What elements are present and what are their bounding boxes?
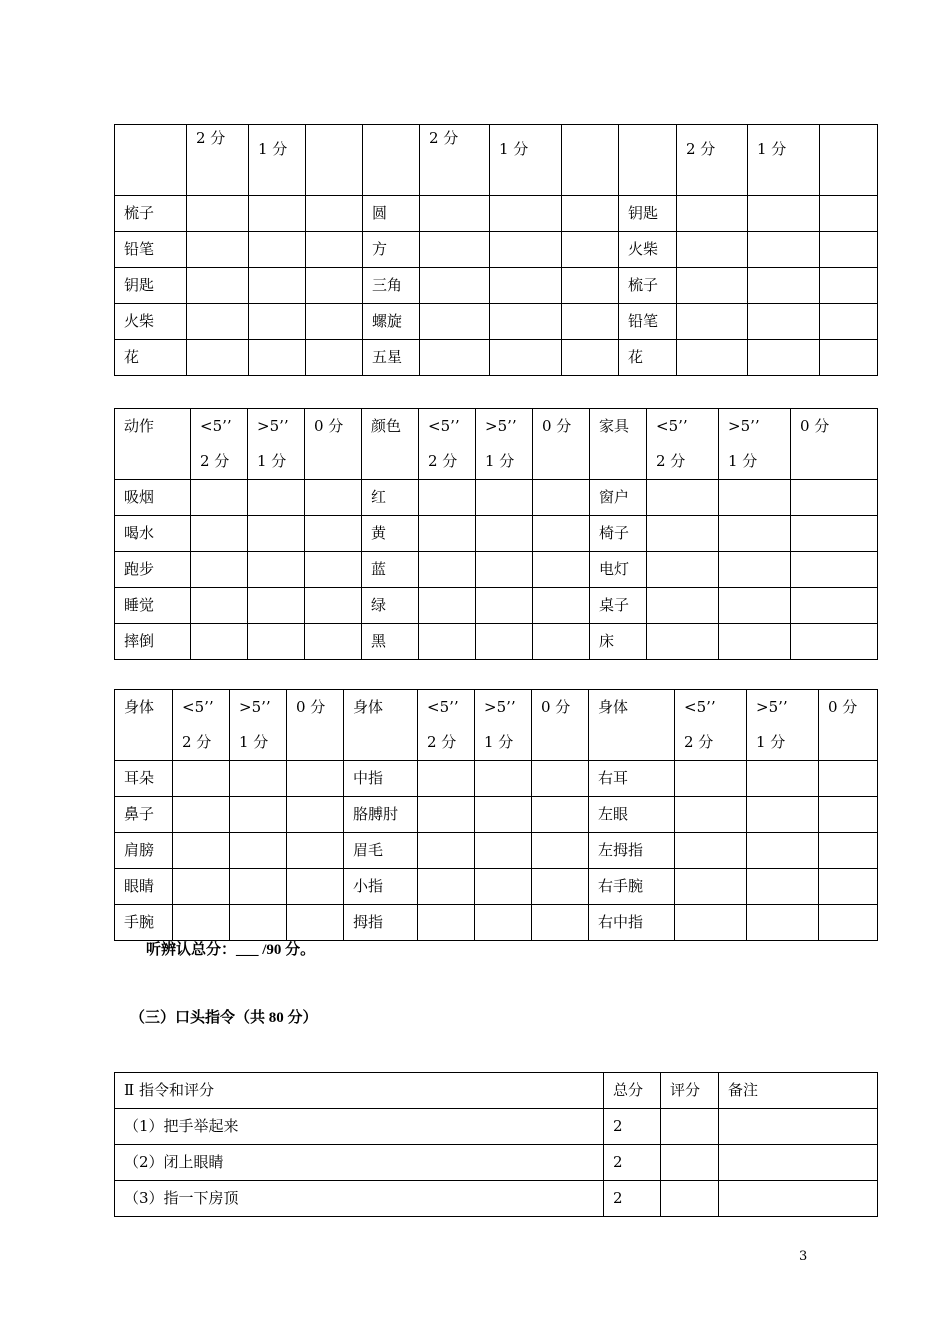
score-cell[interactable] (562, 196, 619, 232)
notes-cell[interactable] (719, 1145, 878, 1181)
item-cell: 肩膀 (115, 833, 173, 869)
slow-header: >5’’ 1 分 (719, 409, 791, 480)
score-cell[interactable] (187, 268, 249, 304)
score-cell[interactable] (532, 761, 589, 797)
total-score-cell: 2 (604, 1145, 661, 1181)
item-cell: 耳朵 (115, 761, 173, 797)
score-cell[interactable] (719, 516, 791, 552)
score-cell[interactable] (820, 268, 878, 304)
item-cell: 五星 (363, 340, 420, 376)
table-row (115, 797, 878, 833)
score-cell[interactable] (820, 304, 878, 340)
score-cell[interactable] (419, 480, 476, 516)
category-header: 身体 (344, 690, 418, 761)
header-cell: 1 分 (748, 125, 820, 196)
item-cell: 小指 (344, 869, 418, 905)
header-cell: 评分 (661, 1073, 719, 1109)
score-cell[interactable] (490, 268, 562, 304)
score-cell[interactable] (187, 232, 249, 268)
score-cell[interactable] (420, 232, 490, 268)
score-cell[interactable] (187, 196, 249, 232)
score-cell[interactable] (191, 552, 248, 588)
score-cell[interactable] (187, 304, 249, 340)
score-cell[interactable] (248, 552, 305, 588)
item-cell: 方 (363, 232, 420, 268)
score-cell[interactable] (675, 869, 747, 905)
score-cell[interactable] (719, 588, 791, 624)
table-row (115, 516, 878, 552)
score-cell[interactable] (476, 552, 533, 588)
score-cell[interactable] (677, 268, 748, 304)
fast-header: <5’’ 2 分 (191, 409, 248, 480)
header-cell: 2 分 (677, 125, 748, 196)
score-cell[interactable] (287, 833, 344, 869)
table-row (115, 1145, 878, 1181)
item-cell: 睡觉 (115, 588, 191, 624)
score-cell[interactable] (747, 833, 819, 869)
slow-header: >5’’ 1 分 (248, 409, 305, 480)
item-cell: 鼻子 (115, 797, 173, 833)
item-cell: 右耳 (589, 761, 675, 797)
slow-header: >5’’ 1 分 (476, 409, 533, 480)
recognition-table-objects-shapes (114, 124, 878, 376)
item-cell: 桌子 (590, 588, 647, 624)
score-cell[interactable] (533, 624, 590, 660)
item-cell: 黑 (362, 624, 419, 660)
score-cell[interactable] (305, 480, 362, 516)
score-cell[interactable] (249, 268, 306, 304)
table-row (115, 833, 878, 869)
item-cell: 花 (619, 340, 677, 376)
table-row (115, 761, 878, 797)
score-cell[interactable] (675, 761, 747, 797)
score-cell[interactable] (719, 552, 791, 588)
header-cell (363, 125, 420, 196)
score-cell[interactable] (562, 232, 619, 268)
score-cell[interactable] (791, 516, 878, 552)
header-cell (306, 125, 363, 196)
item-cell: 钥匙 (619, 196, 677, 232)
score-cell[interactable] (719, 624, 791, 660)
fast-header: <5’’ 2 分 (173, 690, 230, 761)
instruction-cell: （3）指一下房顶 (115, 1181, 604, 1217)
score-cell[interactable] (249, 196, 306, 232)
score-cell[interactable] (820, 232, 878, 268)
zero-header: 0 分 (819, 690, 878, 761)
item-cell: 电灯 (590, 552, 647, 588)
category-header: 动作 (115, 409, 191, 480)
score-blank[interactable]: ___ (236, 942, 259, 958)
table-header-row (115, 409, 878, 480)
score-cell[interactable] (420, 196, 490, 232)
score-cell[interactable] (533, 516, 590, 552)
score-cell[interactable] (248, 588, 305, 624)
slow-header: >5’’ 1 分 (475, 690, 532, 761)
item-cell: 跑步 (115, 552, 191, 588)
score-cell[interactable] (748, 304, 820, 340)
item-cell: 黄 (362, 516, 419, 552)
header-cell: 1 分 (249, 125, 306, 196)
item-cell: 钥匙 (115, 268, 187, 304)
instruction-cell: （1）把手举起来 (115, 1109, 604, 1145)
item-cell: 摔倒 (115, 624, 191, 660)
score-cell[interactable] (187, 340, 249, 376)
score-cell[interactable] (490, 304, 562, 340)
score-cell[interactable] (287, 761, 344, 797)
table-row (115, 196, 878, 232)
score-cell[interactable] (249, 304, 306, 340)
item-cell: 左拇指 (589, 833, 675, 869)
score-cell[interactable] (532, 833, 589, 869)
header-cell: 1 分 (490, 125, 562, 196)
score-cell[interactable] (675, 905, 747, 941)
score-cell[interactable] (820, 196, 878, 232)
item-cell: 三角 (363, 268, 420, 304)
table-row (115, 624, 878, 660)
score-cell[interactable] (819, 797, 878, 833)
score-cell[interactable] (420, 340, 490, 376)
score-cell[interactable] (562, 268, 619, 304)
score-cell[interactable] (647, 516, 719, 552)
score-cell[interactable] (287, 905, 344, 941)
score-cell[interactable] (249, 340, 306, 376)
total-score-cell: 2 (604, 1109, 661, 1145)
item-cell: 眉毛 (344, 833, 418, 869)
table-header-row (115, 125, 878, 196)
fast-header: <5’’ 2 分 (418, 690, 475, 761)
score-cell[interactable] (248, 624, 305, 660)
table-row (115, 1181, 878, 1217)
recognition-table-body-parts (114, 689, 878, 941)
total-score-cell: 2 (604, 1181, 661, 1217)
score-cell[interactable] (819, 833, 878, 869)
score-cell[interactable] (675, 833, 747, 869)
score-cell[interactable] (191, 624, 248, 660)
score-cell[interactable] (791, 624, 878, 660)
category-header: 身体 (589, 690, 675, 761)
notes-cell[interactable] (719, 1109, 878, 1145)
score-cell[interactable] (748, 268, 820, 304)
score-cell[interactable] (490, 196, 562, 232)
score-cell[interactable] (306, 268, 363, 304)
item-cell: 拇指 (344, 905, 418, 941)
score-cell[interactable] (191, 480, 248, 516)
item-cell: 火柴 (115, 304, 187, 340)
table-row (115, 304, 878, 340)
header-cell: 备注 (719, 1073, 878, 1109)
item-cell: 螺旋 (363, 304, 420, 340)
fast-header: <5’’ 2 分 (675, 690, 747, 761)
score-cell[interactable] (647, 588, 719, 624)
table-row (115, 552, 878, 588)
score-cell[interactable] (562, 304, 619, 340)
item-cell: 铅笔 (619, 304, 677, 340)
score-cell[interactable] (533, 588, 590, 624)
section-title: （三）口头指令（共 80 分） (130, 1010, 318, 1026)
score-cell[interactable] (230, 761, 287, 797)
table-row (115, 480, 878, 516)
score-cell[interactable] (230, 869, 287, 905)
score-cell[interactable] (719, 480, 791, 516)
score-cell[interactable] (248, 480, 305, 516)
score-cell[interactable] (419, 516, 476, 552)
score-cell[interactable] (677, 232, 748, 268)
score-cell[interactable] (173, 761, 230, 797)
score-cell[interactable] (675, 797, 747, 833)
fast-header: <5’’ 2 分 (647, 409, 719, 480)
item-cell: 胳膊肘 (344, 797, 418, 833)
score-cell[interactable] (419, 552, 476, 588)
score-cell[interactable] (305, 552, 362, 588)
table-row (115, 905, 878, 941)
score-cell[interactable] (475, 761, 532, 797)
zero-header: 0 分 (791, 409, 878, 480)
item-cell: 圆 (363, 196, 420, 232)
item-cell: 手腕 (115, 905, 173, 941)
score-cell[interactable] (661, 1145, 719, 1181)
zero-header: 0 分 (287, 690, 344, 761)
score-cell[interactable] (791, 480, 878, 516)
score-cell[interactable] (419, 588, 476, 624)
score-cell[interactable] (647, 480, 719, 516)
slow-header: >5’’ 1 分 (230, 690, 287, 761)
score-cell[interactable] (533, 480, 590, 516)
score-cell[interactable] (677, 304, 748, 340)
score-cell[interactable] (475, 797, 532, 833)
score-cell[interactable] (562, 340, 619, 376)
item-cell: 铅笔 (115, 232, 187, 268)
score-cell[interactable] (647, 624, 719, 660)
score-cell[interactable] (173, 833, 230, 869)
category-header: 身体 (115, 690, 173, 761)
item-cell: 喝水 (115, 516, 191, 552)
header-cell: 总分 (604, 1073, 661, 1109)
header-cell (115, 125, 187, 196)
score-cell[interactable] (173, 797, 230, 833)
score-cell[interactable] (418, 905, 475, 941)
recognition-table-actions-colors-furniture (114, 408, 878, 660)
score-cell[interactable] (791, 552, 878, 588)
item-cell: 右中指 (589, 905, 675, 941)
zero-header: 0 分 (532, 690, 589, 761)
score-cell[interactable] (532, 797, 589, 833)
score-cell[interactable] (661, 1181, 719, 1217)
item-cell: 梳子 (115, 196, 187, 232)
item-cell: 中指 (344, 761, 418, 797)
score-cell[interactable] (661, 1109, 719, 1145)
score-cell[interactable] (230, 833, 287, 869)
score-cell[interactable] (305, 516, 362, 552)
score-cell[interactable] (476, 480, 533, 516)
header-cell (619, 125, 677, 196)
header-cell (820, 125, 878, 196)
score-cell[interactable] (191, 588, 248, 624)
score-cell[interactable] (191, 516, 248, 552)
score-cell[interactable] (475, 833, 532, 869)
score-cell[interactable] (677, 196, 748, 232)
score-cell[interactable] (747, 797, 819, 833)
item-cell: 蓝 (362, 552, 419, 588)
score-cell[interactable] (747, 905, 819, 941)
score-cell[interactable] (418, 761, 475, 797)
zero-header: 0 分 (305, 409, 362, 480)
table-row (115, 588, 878, 624)
header-cell: Ⅱ 指令和评分 (115, 1073, 604, 1109)
category-header: 家具 (590, 409, 647, 480)
item-cell: 吸烟 (115, 480, 191, 516)
score-cell[interactable] (419, 624, 476, 660)
table-row (115, 232, 878, 268)
page-number: 3 (799, 1249, 808, 1264)
score-cell[interactable] (249, 232, 306, 268)
score-cell[interactable] (819, 905, 878, 941)
item-cell: 椅子 (590, 516, 647, 552)
item-cell: 眼睛 (115, 869, 173, 905)
score-cell[interactable] (475, 869, 532, 905)
listening-total-score (146, 938, 315, 959)
score-cell[interactable] (533, 552, 590, 588)
score-cell[interactable] (476, 588, 533, 624)
item-cell: 右手腕 (589, 869, 675, 905)
score-cell[interactable] (306, 196, 363, 232)
item-cell: 窗户 (590, 480, 647, 516)
score-cell[interactable] (305, 588, 362, 624)
zero-header: 0 分 (533, 409, 590, 480)
score-cell[interactable] (420, 304, 490, 340)
item-cell: 左眼 (589, 797, 675, 833)
header-cell: 2 分 (420, 125, 490, 196)
score-cell[interactable] (230, 797, 287, 833)
score-cell[interactable] (791, 588, 878, 624)
table-row (115, 340, 878, 376)
item-cell: 火柴 (619, 232, 677, 268)
item-cell: 花 (115, 340, 187, 376)
score-cell[interactable] (532, 905, 589, 941)
score-cell[interactable] (476, 516, 533, 552)
score-cell[interactable] (230, 905, 287, 941)
score-cell[interactable] (747, 869, 819, 905)
score-cell[interactable] (173, 869, 230, 905)
item-cell: 绿 (362, 588, 419, 624)
summary-suffix: /90 分。 (258, 942, 316, 958)
score-cell[interactable] (532, 869, 589, 905)
slow-header: >5’’ 1 分 (747, 690, 819, 761)
score-cell[interactable] (306, 340, 363, 376)
score-cell[interactable] (647, 552, 719, 588)
score-cell[interactable] (819, 869, 878, 905)
table-row (115, 869, 878, 905)
score-cell[interactable] (306, 232, 363, 268)
table-header-row (115, 1073, 878, 1109)
score-cell[interactable] (420, 268, 490, 304)
score-cell[interactable] (173, 905, 230, 941)
score-cell[interactable] (490, 340, 562, 376)
score-cell[interactable] (248, 516, 305, 552)
table-row (115, 268, 878, 304)
score-cell[interactable] (748, 340, 820, 376)
score-cell[interactable] (287, 797, 344, 833)
instruction-cell: （2）闭上眼睛 (115, 1145, 604, 1181)
score-cell[interactable] (306, 304, 363, 340)
score-cell[interactable] (748, 232, 820, 268)
header-cell (562, 125, 619, 196)
score-cell[interactable] (677, 340, 748, 376)
score-cell[interactable] (475, 905, 532, 941)
score-cell[interactable] (748, 196, 820, 232)
score-cell[interactable] (287, 869, 344, 905)
table-row (115, 1109, 878, 1145)
score-cell[interactable] (820, 340, 878, 376)
score-cell[interactable] (819, 761, 878, 797)
score-cell[interactable] (418, 869, 475, 905)
category-header: 颜色 (362, 409, 419, 480)
score-cell[interactable] (305, 624, 362, 660)
table-header-row (115, 690, 878, 761)
item-cell: 梳子 (619, 268, 677, 304)
score-cell[interactable] (418, 797, 475, 833)
item-cell: 床 (590, 624, 647, 660)
score-cell[interactable] (747, 761, 819, 797)
fast-header: <5’’ 2 分 (419, 409, 476, 480)
item-cell: 红 (362, 480, 419, 516)
header-cell: 2 分 (187, 125, 249, 196)
score-cell[interactable] (476, 624, 533, 660)
score-cell[interactable] (490, 232, 562, 268)
notes-cell[interactable] (719, 1181, 878, 1217)
score-cell[interactable] (418, 833, 475, 869)
oral-instruction-table (114, 1072, 878, 1217)
summary-label: 听辨认总分： (146, 942, 237, 958)
